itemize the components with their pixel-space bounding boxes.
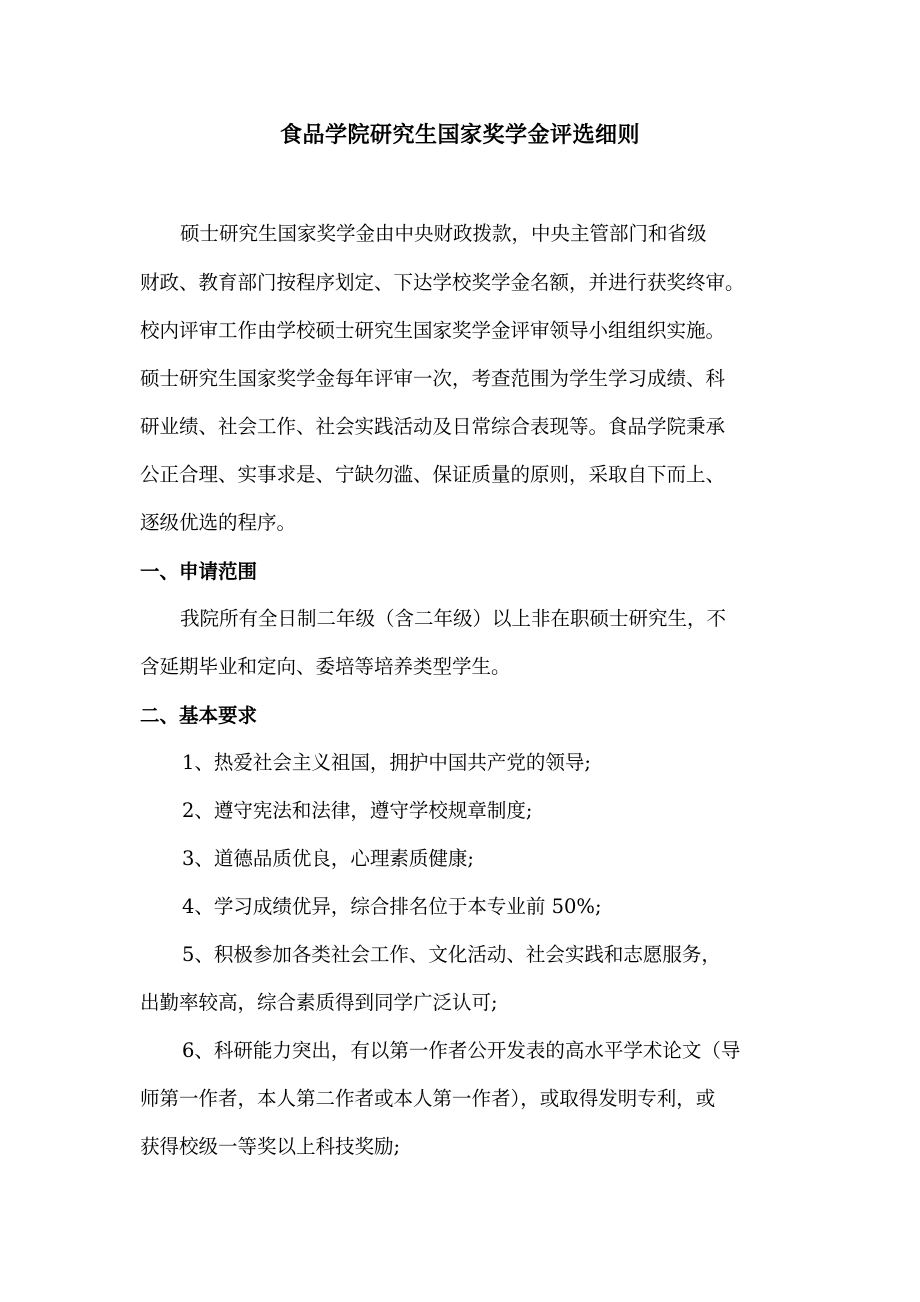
section1-line: 含延期毕业和定向、委培等培养类型学生。 bbox=[140, 655, 511, 678]
intro-line: 硕士研究生国家奖学金每年评审一次，考查范围为学生学习成绩、科 bbox=[140, 367, 726, 390]
requirement-item-1: 1、热爱社会主义祖国，拥护中国共产党的领导; bbox=[182, 751, 591, 774]
intro-line: 公正合理、实事求是、宁缺勿滥、保证质量的原则，采取自下而上、 bbox=[140, 463, 726, 486]
requirement-item-6-cont: 获得校级一等奖以上科技奖励; bbox=[140, 1135, 401, 1158]
intro-line: 财政、教育部门按程序划定、下达学校奖学金名额，并进行获奖终审。 bbox=[140, 271, 745, 294]
requirement-item-5-cont: 出勤率较高，综合素质得到同学广泛认可; bbox=[140, 991, 498, 1014]
requirement-item-6-cont: 师第一作者，本人第二作者或本人第一作者），或取得发明专利，或 bbox=[140, 1087, 716, 1110]
document-title: 食品学院研究生国家奖学金评选细则 bbox=[279, 123, 640, 148]
section-heading-basic-requirements: 二、基本要求 bbox=[140, 704, 258, 727]
section-heading-application-scope: 一、申请范围 bbox=[140, 560, 258, 583]
intro-line: 逐级优选的程序。 bbox=[140, 511, 297, 534]
requirement-item-4: 4、学习成绩优异，综合排名位于本专业前 50%; bbox=[182, 895, 602, 918]
requirement-item-2: 2、遵守宪法和法律，遵守学校规章制度; bbox=[182, 799, 533, 822]
intro-line: 硕士研究生国家奖学金由中央财政拨款，中央主管部门和省级 bbox=[180, 222, 707, 245]
requirement-item-6: 6、科研能力突出，有以第一作者公开发表的高水平学术论文（导 bbox=[182, 1039, 741, 1062]
intro-line: 研业绩、社会工作、社会实践活动及日常综合表现等。食品学院秉承 bbox=[140, 415, 726, 438]
requirement-item-3: 3、道德品质优良，心理素质健康; bbox=[182, 847, 474, 870]
requirement-item-5: 5、积极参加各类社会工作、文化活动、社会实践和志愿服务， bbox=[182, 943, 721, 966]
intro-line: 校内评审工作由学校硕士研究生国家奖学金评审领导小组组织实施。 bbox=[140, 319, 726, 342]
section1-line: 我院所有全日制二年级（含二年级）以上非在职硕士研究生，不 bbox=[180, 607, 727, 630]
